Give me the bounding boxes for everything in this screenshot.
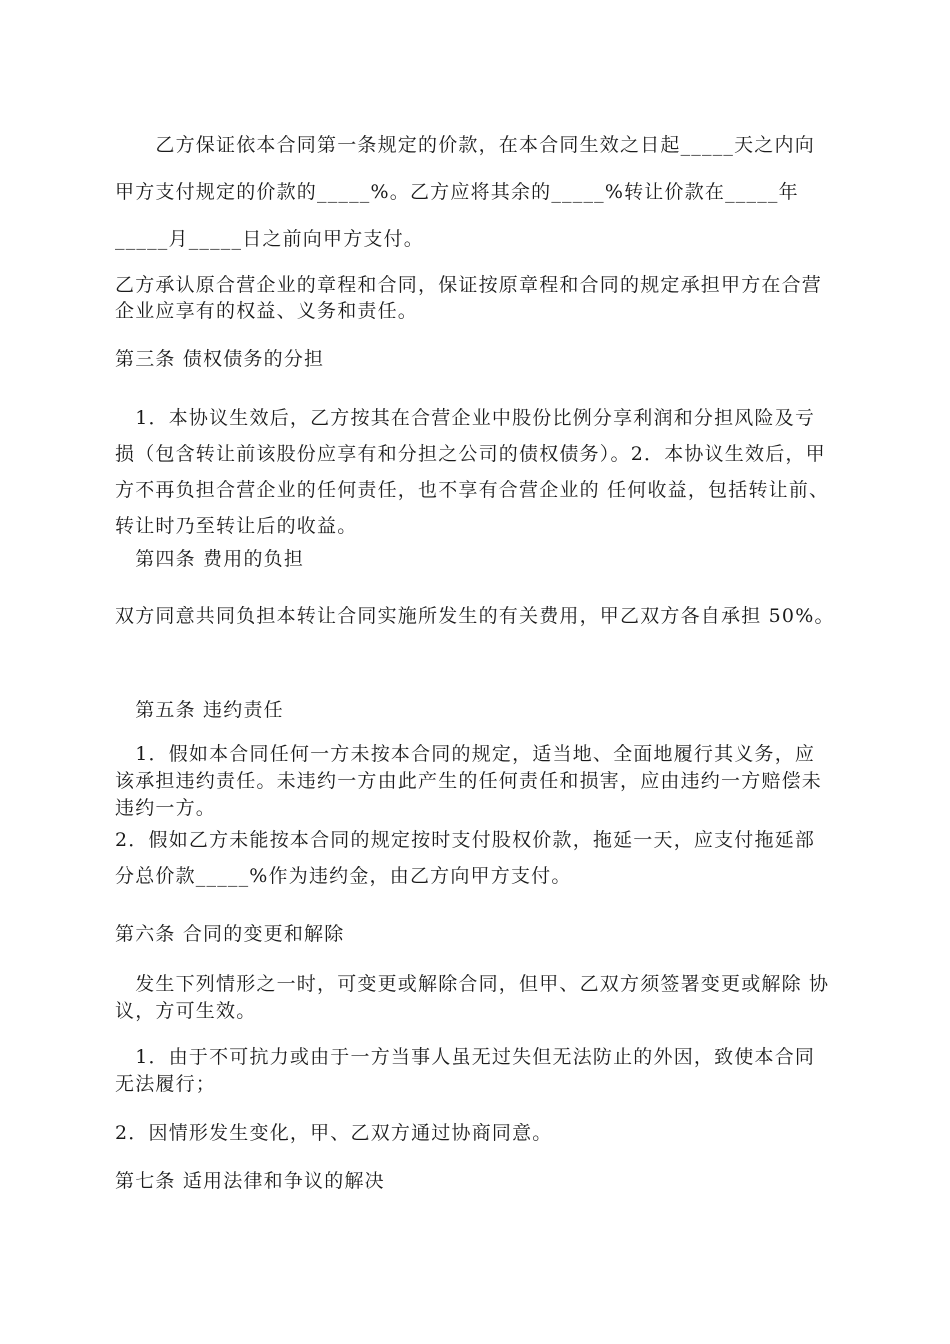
paragraph-article-4-body: 双方同意共同负担本转让合同实施所发生的有关费用，甲乙双方各自承担 50%。: [115, 605, 835, 627]
heading-article-3: 第三条 债权债务的分担: [115, 348, 325, 370]
paragraph-article-5-item-1: 1．假如本合同任何一方未按本合同的规定，适当地、全面地履行其义务，应 该承担违约责任。未违约一方由此产生的任何责任和损害，应由违约一方赔偿未违约一方。: [115, 743, 823, 819]
heading-article-5: 第五条 违约责任: [115, 699, 284, 721]
heading-article-6: 第六条 合同的变更和解除: [115, 923, 345, 945]
heading-article-4: 第四条 费用的负担: [115, 548, 305, 570]
paragraph-article-3-body: 1．本协议生效后，乙方按其在合营企业中股份比例分享利润和分担风险及亏 损（包含转让前该股份应享有和分担之公司的债权债务）。2．本协议生效后，甲方不再负担合营企业的任何责任，也不享有合营企业的 任何收益，包括转让前、转让时乃至转让后的收益。: [115, 407, 830, 537]
paragraph-article-6-item-1: 1．由于不可抗力或由于一方当事人虽无过失但无法防止的外因，致使本合同 无法履行；: [115, 1046, 816, 1095]
paragraph-article-6-item-2: 2．因情形发生变化，甲、乙双方通过协商同意。: [115, 1122, 553, 1144]
paragraph-obligations: 乙方承认原合营企业的章程和合同，保证按原章程和合同的规定承担甲方在合营企业应享有的权益、义务和责任。: [115, 274, 823, 322]
paragraph-payment-terms: 乙方保证依本合同第一条规定的价款，在本合同生效之日起_____天之内向 甲方支付规定的价款的_____%。乙方应将其余的_____%转让价款在_____年 _____月_____日之前向甲方支付。: [115, 134, 815, 250]
paragraph-article-5-item-2: 2．假如乙方未能按本合同的规定按时支付股权价款，拖延一天，应支付拖延部分总价款_____%作为违约金，由乙方向甲方支付。: [115, 829, 816, 887]
heading-article-7: 第七条 适用法律和争议的解决: [115, 1170, 385, 1192]
paragraph-article-6-intro: 发生下列情形之一时，可变更或解除合同，但甲、乙双方须签署变更或解除 协议，方可生效。: [115, 973, 830, 1022]
